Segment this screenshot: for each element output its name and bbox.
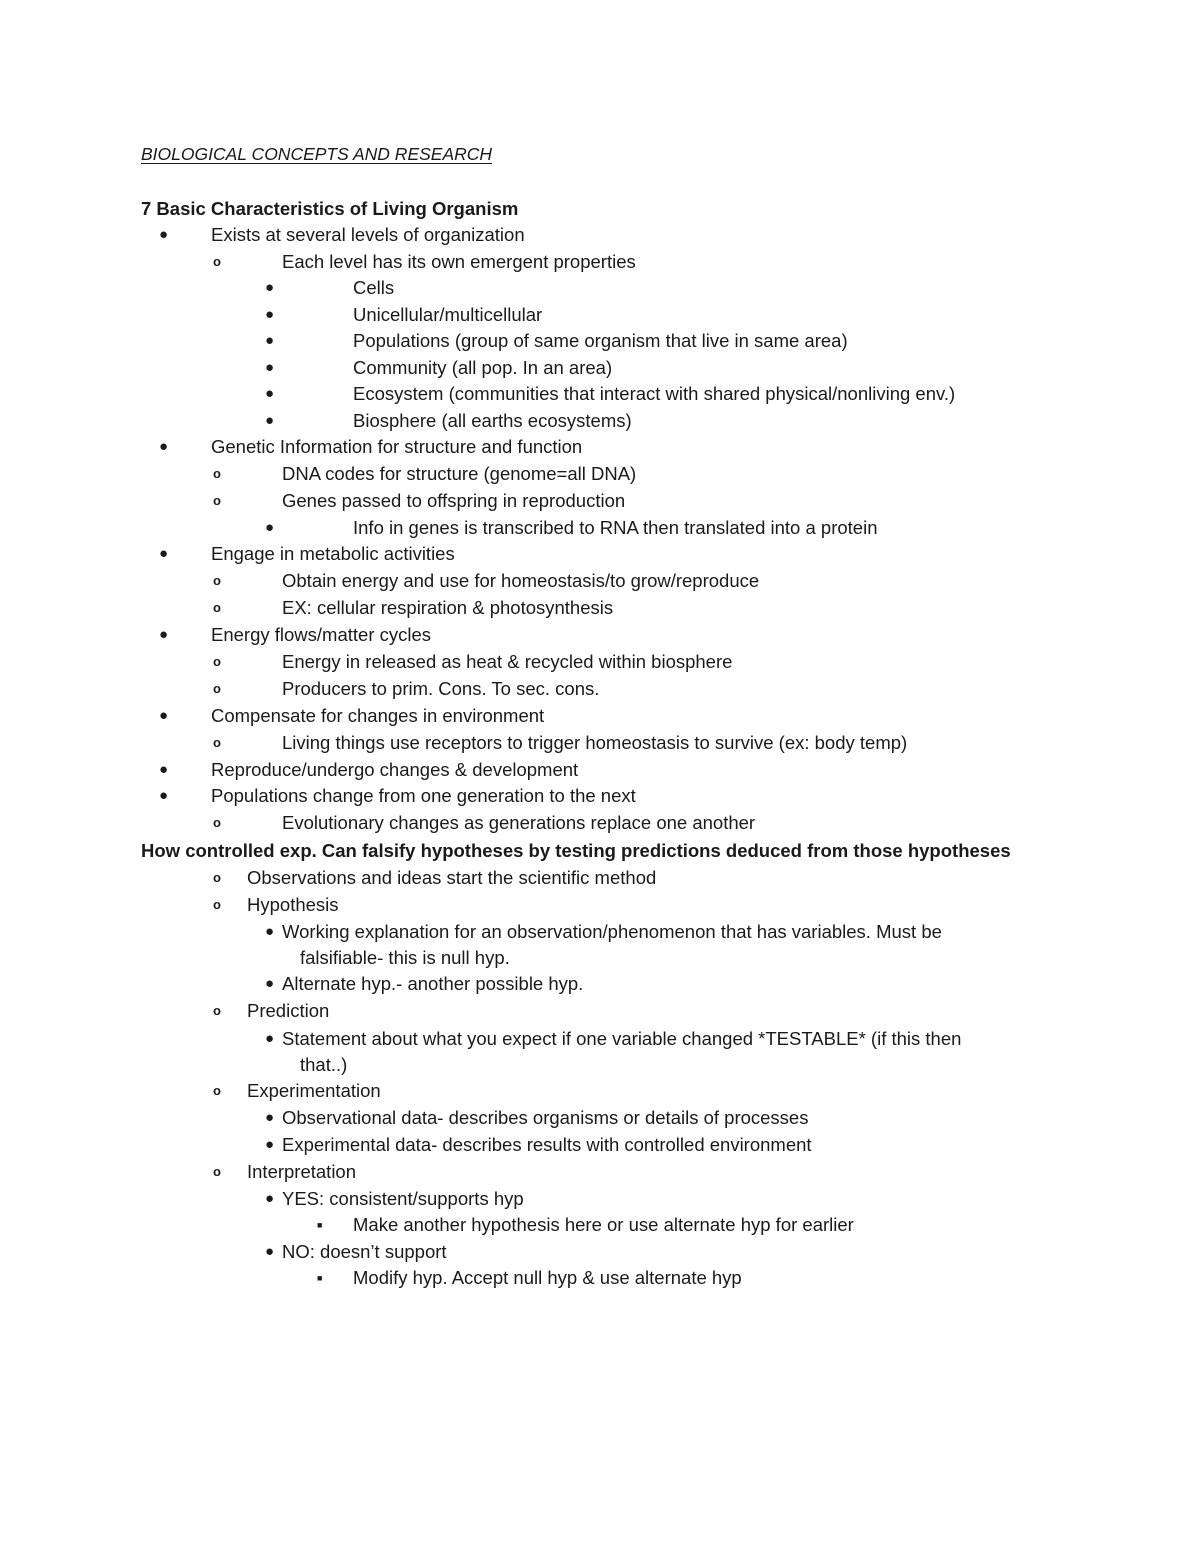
list-item-continuation: falsifiable- this is null hyp. xyxy=(300,947,510,968)
list-item: Modify hyp. Accept null hyp & use alternate hyp xyxy=(353,1267,742,1288)
list-item: Populations change from one generation to the next xyxy=(211,785,636,806)
bullet-marker: ● xyxy=(265,1030,275,1047)
bullet-marker: ● xyxy=(159,787,169,804)
section1-heading: 7 Basic Characteristics of Living Organism xyxy=(141,198,519,219)
bullet-marker: ● xyxy=(265,975,275,992)
bullet-marker: ● xyxy=(265,279,275,296)
list-item: Experimentation xyxy=(247,1080,381,1101)
bullet-marker: o xyxy=(213,466,221,481)
bullet-marker: o xyxy=(213,493,221,508)
list-item: Ecosystem (communities that interact with shared physical/nonliving env.) xyxy=(353,383,956,404)
bullet-marker: o xyxy=(213,254,221,269)
bullet-marker: o xyxy=(213,870,221,885)
bullet-marker: ● xyxy=(265,332,275,349)
list-item: Reproduce/undergo changes & development xyxy=(211,759,579,780)
list-item: Genetic Information for structure and function xyxy=(211,436,583,457)
bullet-marker: ● xyxy=(265,1136,275,1153)
bullet-marker: o xyxy=(213,681,221,696)
list-item: Each level has its own emergent properties xyxy=(282,251,636,272)
list-item: Info in genes is transcribed to RNA then translated into a protein xyxy=(353,517,878,538)
list-item: Statement about what you expect if one variable changed *TESTABLE* (if this then xyxy=(282,1028,962,1049)
bullet-marker: ● xyxy=(265,359,275,376)
bullet-marker: ■ xyxy=(317,1220,323,1230)
list-item: Observational data- describes organisms or details of processes xyxy=(282,1107,809,1128)
list-item: Community (all pop. In an area) xyxy=(353,357,613,378)
bullet-marker: o xyxy=(213,1003,221,1018)
list-item: Engage in metabolic activities xyxy=(211,543,455,564)
bullet-marker: ● xyxy=(159,626,169,643)
list-item: Evolutionary changes as generations replace one another xyxy=(282,812,756,833)
bullet-marker: ● xyxy=(159,707,169,724)
list-item: Make another hypothesis here or use alternate hyp for earlier xyxy=(353,1214,854,1235)
list-item: Exists at several levels of organization xyxy=(211,224,525,245)
bullet-marker: ● xyxy=(159,438,169,455)
bullet-marker: ● xyxy=(159,761,169,778)
document-title: BIOLOGICAL CONCEPTS AND RESEARCH xyxy=(141,144,493,164)
list-item-continuation: that..) xyxy=(300,1054,348,1075)
list-item: Unicellular/multicellular xyxy=(353,304,543,325)
list-item: Obtain energy and use for homeostasis/to grow/reproduce xyxy=(282,570,760,591)
list-item: Experimental data- describes results with controlled environment xyxy=(282,1134,812,1155)
bullet-marker: ● xyxy=(265,306,275,323)
bullet-marker: o xyxy=(213,735,221,750)
list-item: Hypothesis xyxy=(247,894,339,915)
bullet-marker: o xyxy=(213,1083,221,1098)
list-item: Populations (group of same organism that live in same area) xyxy=(353,330,848,351)
section2-heading: How controlled exp. Can falsify hypotheses by testing predictions deduced from those hypotheses xyxy=(141,840,1011,861)
bullet-marker: ● xyxy=(159,226,169,243)
bullet-marker: o xyxy=(213,654,221,669)
list-item: Working explanation for an observation/phenomenon that has variables. Must be xyxy=(282,921,942,942)
list-item: Compensate for changes in environment xyxy=(211,705,545,726)
list-item: Prediction xyxy=(247,1000,330,1021)
list-item: Interpretation xyxy=(247,1161,357,1182)
bullet-marker: ● xyxy=(265,519,275,536)
bullet-marker: ● xyxy=(265,412,275,429)
list-item: Genes passed to offspring in reproduction xyxy=(282,490,626,511)
bullet-marker: ● xyxy=(265,1190,275,1207)
bullet-marker: o xyxy=(213,815,221,830)
list-item: Living things use receptors to trigger homeostasis to survive (ex: body temp) xyxy=(282,732,908,753)
list-item: Energy in released as heat & recycled within biosphere xyxy=(282,651,733,672)
bullet-marker: o xyxy=(213,573,221,588)
bullet-marker: ● xyxy=(265,385,275,402)
bullet-marker: ■ xyxy=(317,1273,323,1283)
bullet-marker: ● xyxy=(265,1243,275,1260)
list-item: EX: cellular respiration & photosynthesis xyxy=(282,597,614,618)
list-item: Producers to prim. Cons. To sec. cons. xyxy=(282,678,600,699)
list-item: NO: doesn’t support xyxy=(282,1241,447,1262)
bullet-marker: ● xyxy=(265,1109,275,1126)
list-item: YES: consistent/supports hyp xyxy=(282,1188,524,1209)
bullet-marker: o xyxy=(213,600,221,615)
list-item: Energy flows/matter cycles xyxy=(211,624,432,645)
list-item: Observations and ideas start the scientific method xyxy=(247,867,657,888)
bullet-marker: o xyxy=(213,1164,221,1179)
bullet-marker: o xyxy=(213,897,221,912)
list-item: Cells xyxy=(353,277,395,298)
bullet-marker: ● xyxy=(159,545,169,562)
list-item: Alternate hyp.- another possible hyp. xyxy=(282,973,584,994)
list-item: Biosphere (all earths ecosystems) xyxy=(353,410,632,431)
list-item: DNA codes for structure (genome=all DNA) xyxy=(282,463,637,484)
bullet-marker: ● xyxy=(265,923,275,940)
